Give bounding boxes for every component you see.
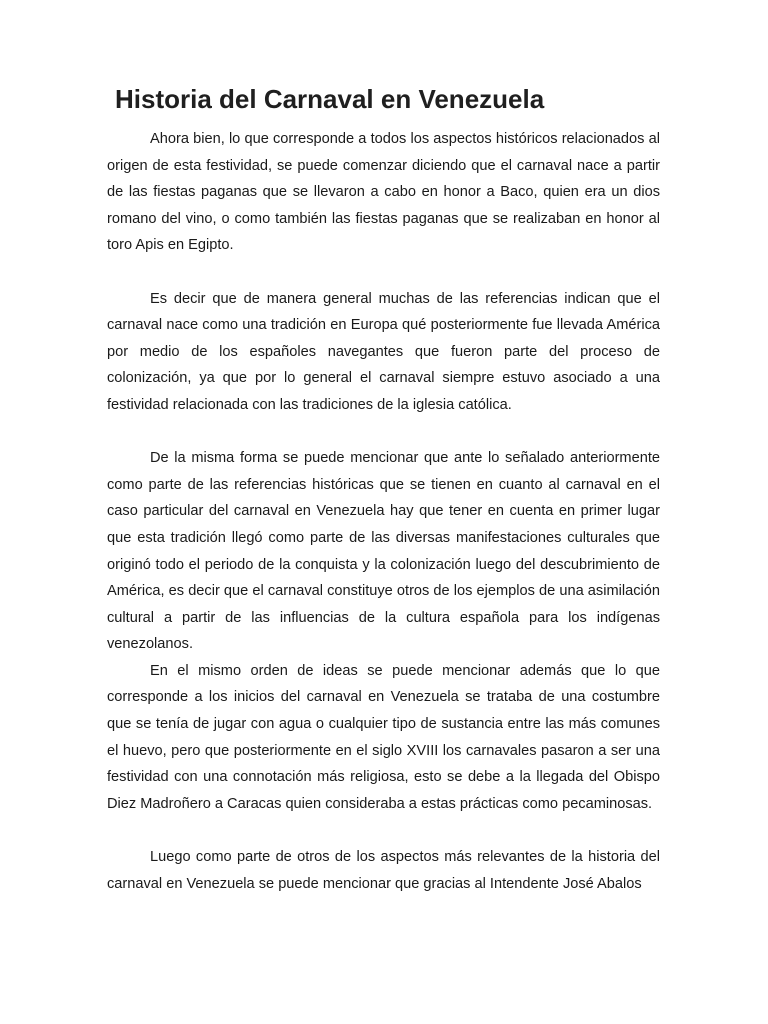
document-body	[107, 126, 660, 897]
paragraph-2: Es decir que de manera general muchas de las referencias indican que el carnaval nace como una tradición en Europa qué posteriormente fue llevada América por medio de los españoles navegantes que fueron parte del proceso de colonización, ya que por lo general el carnaval siempre estuvo asociado a una festividad relacionada con las tradiciones de la iglesia católica.	[107, 290, 660, 413]
document-title: Historia del Carnaval en Venezuela	[115, 84, 545, 114]
paragraph-4: En el mismo orden de ideas se puede mencionar además que lo que corresponde a los inicios del carnaval en Venezuela se trataba de una costumbre que se tenía de jugar con agua o cualquier tipo de sustancia entre las más comunes el huevo, pero que posteriormente en el siglo XVIII los carnavales pasaron a ser una festividad con una connotación más religiosa, esto se debe a la llegada del Obispo Diez Madroñero a Caracas quien consideraba a estas prácticas como pecaminosas.	[107, 662, 660, 812]
paragraph-3: De la misma forma se puede mencionar que ante lo señalado anteriormente como parte de las referencias históricas que se tienen en cuanto al carnaval en el caso particular del carnaval en Venezuela hay que tener en cuenta en primer lugar que esta tradición llegó como parte de las diversas manifestaciones culturales que originó todo el periodo de la conquista y la colonización luego del descubrimiento de América, es decir que el carnaval constituye otros de los ejemplos de una asimilación cultural a partir de las influencias de la cultura española para los indígenas venezolanos.	[107, 450, 660, 653]
paragraph-5: Luego como parte de otros de los aspectos más relevantes de la historia del carnaval en Venezuela se puede mencionar que gracias al Intendente José Abalos	[107, 849, 660, 892]
paragraph-1: Ahora bien, lo que corresponde a todos los aspectos históricos relacionados al origen de esta festividad, se puede comenzar diciendo que el carnaval nace a partir de las fiestas paganas que se llevaron a cabo en honor a Baco, quien era un dios romano del vino, o como también las fiestas paganas que se realizaban en honor al toro Apis en Egipto.	[107, 131, 660, 254]
